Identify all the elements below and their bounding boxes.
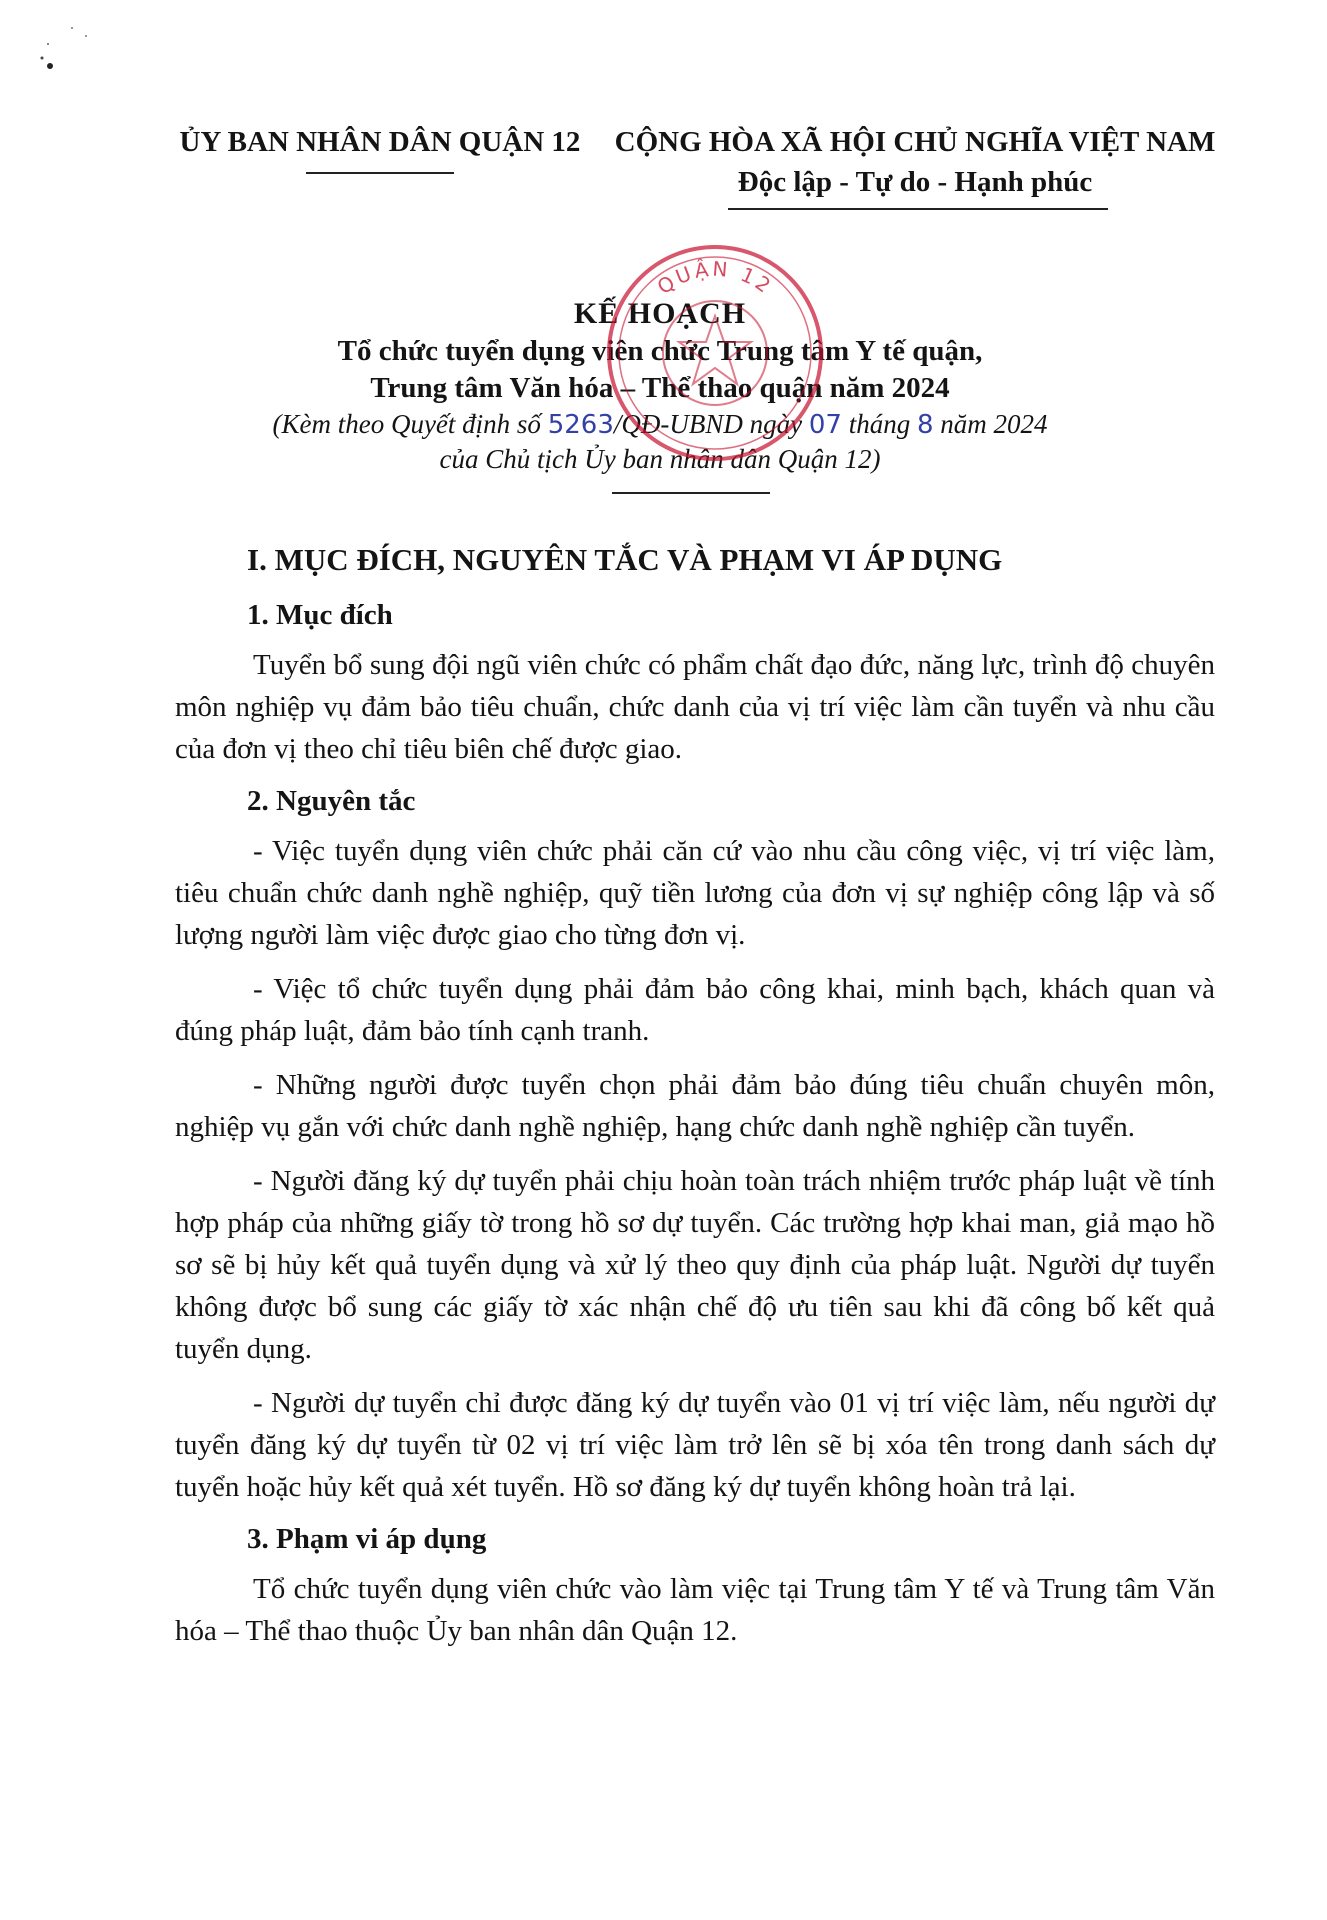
subsection-2-heading: 2. Nguyên tắc [247, 785, 416, 817]
motto-underline [728, 208, 1108, 210]
issuing-authority [160, 122, 600, 162]
svg-text:QUẬN 12 [653, 257, 778, 300]
national-header [600, 122, 1230, 202]
decision-month-handwritten: 8 [916, 410, 934, 440]
document-title: KẾ HOẠCH [573, 297, 747, 330]
paragraph-principle-4: - Người đăng ký dự tuyển phải chịu hoàn toàn trách nhiệm trước pháp luật về tính hợp pháp của những giấy tờ trong hồ sơ dự tuyển. Các trường hợp khai man, giả mạo hồ sơ sẽ bị hủy kết quả tuyển dụng và xử lý theo quy định của pháp luật. Người dự tuyển không được bổ sung các giấy tờ xác nhận chế độ ưu tiên sau khi đã công bố kết quả tuyển dụng. [175, 1165, 1215, 1365]
decision-reference-text-b: /QĐ-UBND ngày [613, 409, 809, 439]
document-title-block [200, 295, 1120, 476]
scan-specks-decoration [30, 20, 110, 80]
paragraph-purpose: Tuyển bổ sung đội ngũ viên chức có phẩm chất đạo đức, năng lực, trình độ chuyên môn nghiệp vụ đảm bảo tiêu chuẩn, chức danh của vị trí việc làm cần tuyển và nhu cầu của đơn vị theo chỉ tiêu biên chế được giao. [175, 649, 1215, 765]
paragraph-principle-5: - Người dự tuyển chỉ được đăng ký dự tuyển vào 01 vị trí việc làm, nếu người dự tuyển đăng ký dự tuyển từ 02 vị trí việc làm trở lên sẽ bị xóa tên trong danh sách dự tuyển hoặc hủy kết quả xét tuyển. Hồ sơ đăng ký dự tuyển không hoàn trả lại. [175, 1387, 1215, 1503]
issuing-authority-name: ỦY BAN NHÂN DÂN QUẬN 12 [179, 126, 581, 158]
decision-reference-text-d: năm 2024 [933, 409, 1048, 439]
national-title: CỘNG HÒA XÃ HỘI CHỦ NGHĨA VIỆT NAM [614, 126, 1216, 158]
title-underline [612, 492, 770, 494]
decision-reference-text-c: tháng [841, 409, 917, 439]
document-subtitle-line1: Tổ chức tuyển dụng viên chức Trung tâm Y tế quận, [337, 335, 983, 367]
paragraph-principle-1: - Việc tuyển dụng viên chức phải căn cứ vào nhu cầu công việc, vị trí việc làm, tiêu chuẩn chức danh nghề nghiệp, quỹ tiền lương của đơn vị sự nghiệp công lập và số lượng người làm việc được giao cho từng đơn vị. [175, 835, 1215, 951]
paragraph-scope: Tổ chức tuyển dụng viên chức vào làm việc tại Trung tâm Y tế và Trung tâm Văn hóa – Thể thao thuộc Ủy ban nhân dân Quận 12. [175, 1573, 1215, 1647]
decision-reference [200, 407, 1120, 442]
document-subtitle-line2: Trung tâm Văn hóa – Thể thao quận năm 2024 [370, 372, 950, 404]
decision-reference-text-a: (Kèm theo Quyết định số [272, 409, 548, 439]
document-body [175, 540, 1215, 1664]
subsection-1-heading: 1. Mục đích [247, 599, 393, 631]
paragraph-principle-2: - Việc tổ chức tuyển dụng phải đảm bảo công khai, minh bạch, khách quan và đúng pháp luật, đảm bảo tính cạnh tranh. [175, 973, 1215, 1047]
paragraph-principle-3: - Những người được tuyển chọn phải đảm bảo đúng tiêu chuẩn chuyên môn, nghiệp vụ gắn với chức danh nghề nghiệp, hạng chức danh nghề nghiệp cần tuyển. [175, 1069, 1215, 1143]
section-1-heading: I. MỤC ĐÍCH, NGUYÊN TẮC VÀ PHẠM VI ÁP DỤNG [247, 542, 1003, 577]
national-motto: Độc lập - Tự do - Hạnh phúc [737, 166, 1093, 198]
stamp-text: QUẬN 12 [652, 256, 778, 300]
decision-number-handwritten: 5263 [547, 410, 614, 440]
subsection-3-heading: 3. Phạm vi áp dụng [247, 1523, 487, 1555]
decision-reference-line2: của Chủ tịch Ủy ban nhân dân Quận 12) [439, 444, 881, 474]
decision-day-handwritten: 07 [808, 410, 842, 440]
authority-underline [306, 172, 454, 174]
